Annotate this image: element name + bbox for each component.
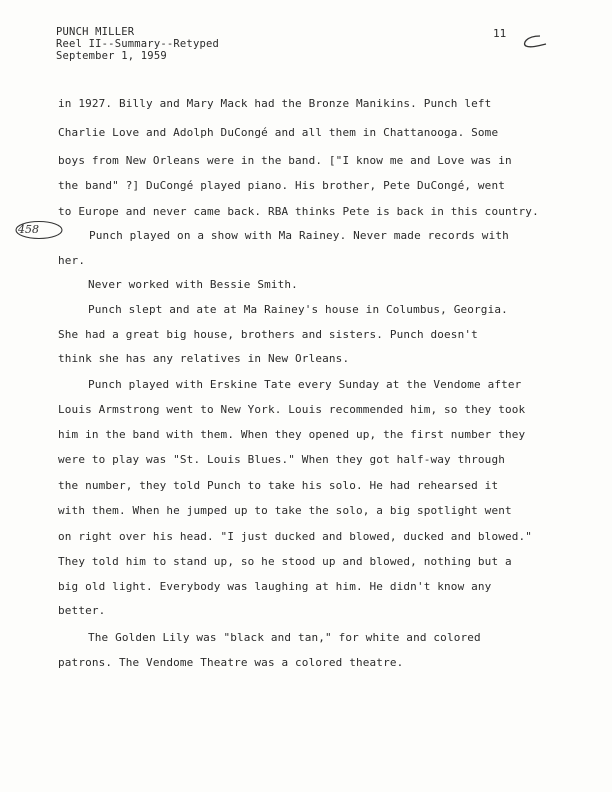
handwritten-corner-mark <box>518 32 548 52</box>
text-line: her. <box>58 254 86 267</box>
header-date: September 1, 1959 <box>56 50 167 62</box>
margin-annotation: 458 <box>18 223 39 236</box>
text-line: with them. When he jumped up to take the solo, a big spotlight went <box>58 504 512 517</box>
text-line: better. <box>58 604 106 617</box>
header-reel: Reel II--Summary--Retyped <box>56 38 220 50</box>
text-line: on right over his head. "I just ducked and blowed, ducked and blowed." <box>58 530 533 543</box>
text-line: Punch played on a show with Ma Rainey. Never made records with <box>89 229 509 242</box>
page-header <box>56 26 219 62</box>
text-line: were to play was "St. Louis Blues." When they got half-way through <box>58 453 505 466</box>
page-number: 11 <box>493 27 507 40</box>
text-line: Punch slept and ate at Ma Rainey's house in Columbus, Georgia. <box>88 303 508 316</box>
text-line: to Europe and never came back. RBA thinks Pete is back in this country. <box>58 205 539 218</box>
text-line: Never worked with Bessie Smith. <box>88 278 298 291</box>
text-line: The Golden Lily was "black and tan," for white and colored <box>88 631 481 644</box>
text-line: think she has any relatives in New Orleans. <box>58 352 350 365</box>
text-line: Punch played with Erskine Tate every Sunday at the Vendome after <box>88 378 522 391</box>
text-line: him in the band with them. When they opened up, the first number they <box>58 428 526 441</box>
text-line: big old light. Everybody was laughing at him. He didn't know any <box>58 580 492 593</box>
text-line: the number, they told Punch to take his solo. He had rehearsed it <box>58 479 499 492</box>
text-line: the band" ?] DuCongé played piano. His brother, Pete DuCongé, went <box>58 179 505 192</box>
text-line: She had a great big house, brothers and sisters. Punch doesn't <box>58 328 478 341</box>
text-line: in 1927. Billy and Mary Mack had the Bronze Manikins. Punch left <box>58 97 492 110</box>
header-name: PUNCH MILLER <box>56 26 135 38</box>
text-line: boys from New Orleans were in the band. ["I know me and Love was in <box>58 154 512 167</box>
text-line: Charlie Love and Adolph DuCongé and all them in Chattanooga. Some <box>58 126 499 139</box>
text-line: They told him to stand up, so he stood up and blowed, nothing but a <box>58 555 512 568</box>
text-line: patrons. The Vendome Theatre was a colored theatre. <box>58 656 404 669</box>
text-line: Louis Armstrong went to New York. Louis recommended him, so they took <box>58 403 526 416</box>
